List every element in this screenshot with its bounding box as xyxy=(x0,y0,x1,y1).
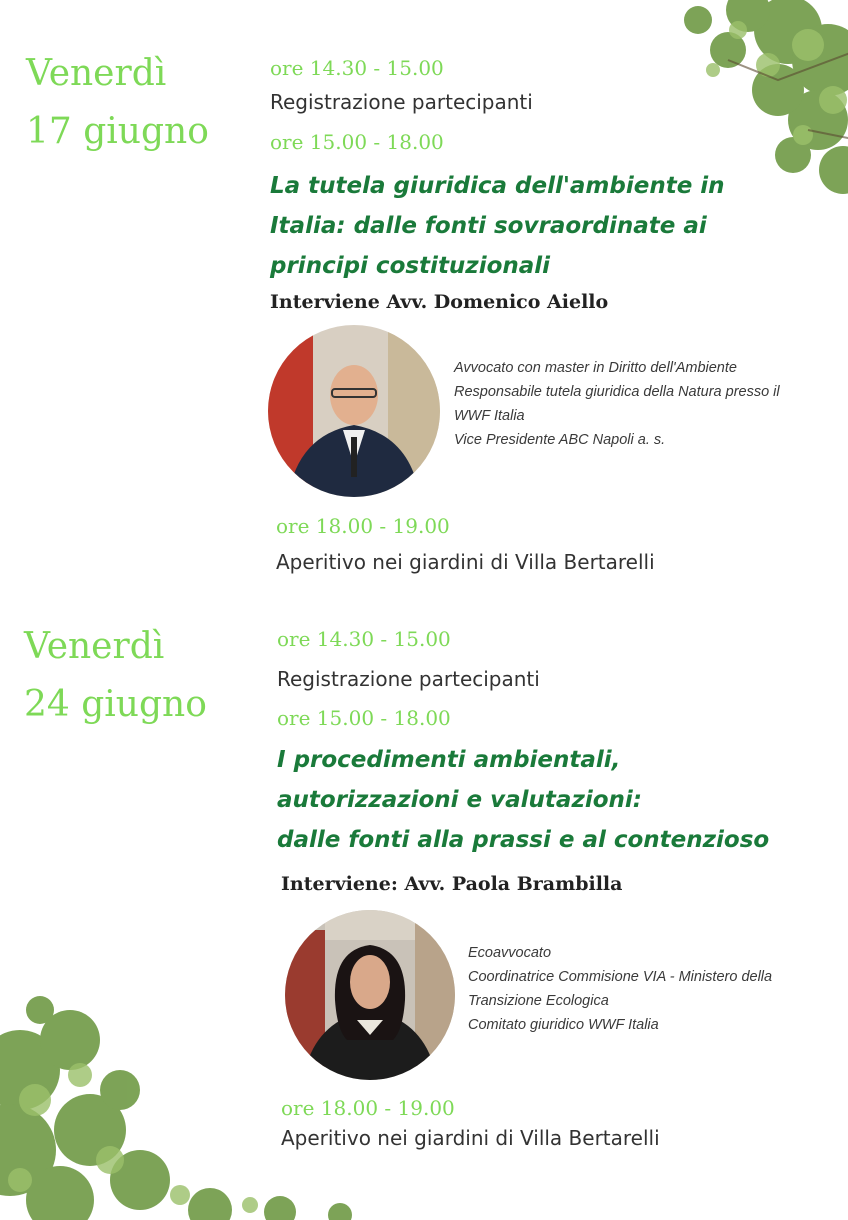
day2-talk-title-line: autorizzazioni e valutazioni: xyxy=(277,787,642,813)
day2-talk-title-line: dalle fonti alla prassi e al contenzioso xyxy=(277,827,770,853)
day1-bio-line: Responsabile tutela giuridica della Natura presso il xyxy=(454,384,780,400)
day1-weekday: Venerdì xyxy=(26,53,167,94)
day1-slot3-text: Aperitivo nei giardini di Villa Bertarelli xyxy=(276,550,655,574)
day2-talk-title-line: I procedimenti ambientali, xyxy=(277,747,621,773)
day1-talk-title xyxy=(270,166,725,286)
day2-bio-line: Coordinatrice Commisione VIA - Ministero della xyxy=(468,969,773,985)
day1-date-heading xyxy=(26,45,209,161)
day2-slot3-text: Aperitivo nei giardini di Villa Bertarelli xyxy=(281,1126,660,1150)
day2-bio-line: Comitato giuridico WWF Italia xyxy=(468,1017,659,1033)
day2-slot3-time: ore 18.00 - 19.00 xyxy=(281,1096,455,1120)
day2-speaker: Interviene: Avv. Paola Brambilla xyxy=(281,873,623,895)
day2-slot2-time: ore 15.00 - 18.00 xyxy=(277,706,451,730)
day2-weekday: Venerdì xyxy=(24,626,165,667)
day1-slot1-time: ore 14.30 - 15.00 xyxy=(270,56,444,80)
day1-slot2-time: ore 15.00 - 18.00 xyxy=(270,130,444,154)
day1-slot3-time: ore 18.00 - 19.00 xyxy=(276,514,450,538)
day2-slot1-text: Registrazione partecipanti xyxy=(277,667,540,691)
day2-date: 24 giugno xyxy=(24,684,207,725)
day2-talk-title xyxy=(277,740,769,860)
day1-talk-title-line: La tutela giuridica dell'ambiente in xyxy=(270,173,725,199)
day2-date-heading xyxy=(24,618,207,734)
day1-talk-title-line: principi costituzionali xyxy=(270,253,551,279)
day1-bio-line: WWF Italia xyxy=(454,408,525,424)
day2-bio-line: Transizione Ecologica xyxy=(468,993,609,1009)
day1-date: 17 giugno xyxy=(26,111,209,152)
day1-bio-line: Vice Presidente ABC Napoli a. s. xyxy=(454,432,666,448)
day1-speaker-bio xyxy=(454,356,780,452)
day2-speaker-photo xyxy=(285,910,455,1080)
day2-slot1-time: ore 14.30 - 15.00 xyxy=(277,627,451,651)
day1-speaker-photo xyxy=(268,325,440,497)
day2-bio-line: Ecoavvocato xyxy=(468,945,552,961)
day1-slot1-text: Registrazione partecipanti xyxy=(270,90,533,114)
day2-speaker-bio xyxy=(468,941,772,1037)
day1-talk-title-line: Italia: dalle fonti sovraordinate ai xyxy=(270,213,707,239)
day1-bio-line: Avvocato con master in Diritto dell'Ambiente xyxy=(454,360,737,376)
day1-speaker: Interviene Avv. Domenico Aiello xyxy=(270,291,609,313)
